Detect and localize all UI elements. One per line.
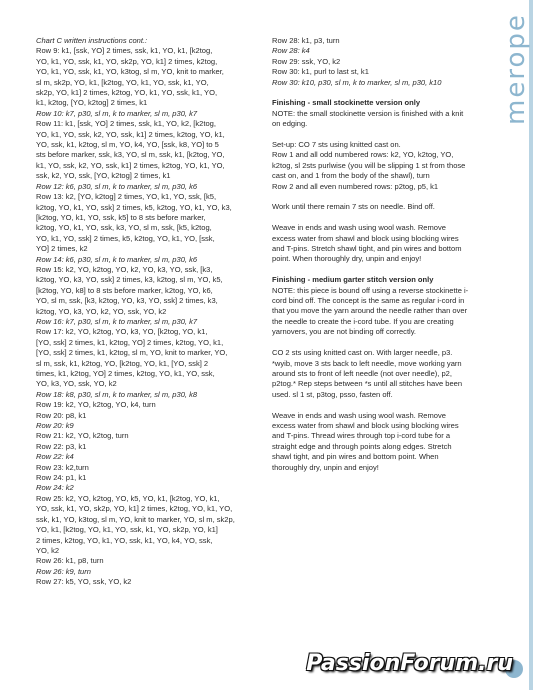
text-line: sts before marker, ssk, k3, YO, sl m, ssk, k1, [k2tog, YO,: [36, 150, 225, 160]
text-line: Finishing - small stockinette version only: [272, 98, 421, 108]
text-line: Weave in ends and wash using wool wash. Remove: [272, 223, 446, 233]
text-line: *wyib, move 3 sts back to left needle, move working yarn: [272, 358, 462, 368]
text-line: that you move the yarn around the needle rather than over: [272, 306, 468, 316]
text-line: Row 2 and all even numbered rows: p2tog, p5, k1: [272, 181, 439, 191]
text-line: Row 16: k7, p30, sl m, k to marker, sl m, p30, k7: [36, 316, 198, 326]
text-line: Row 30: k10, p30, sl m, k to marker, sl m, p30, k10: [272, 77, 442, 87]
text-line: straight edge and through points along edges. Stretch: [272, 441, 452, 451]
right-lines: [272, 36, 500, 473]
text-line: YO, ssk, k1, YO, sk2p, YO, k1] 2 times, k2tog, YO, k1, YO,: [36, 504, 233, 514]
watermark: PassionForum.ru: [306, 651, 513, 676]
text-line: [k2tog, YO, k8] to 8 sts before marker, k2tog, YO, k6,: [36, 285, 213, 295]
text-line: excess water from shawl and block using blocking wires: [272, 233, 459, 243]
paragraph-gap: [272, 400, 500, 410]
text-line: Row 22: p3, k1: [36, 441, 87, 451]
text-line: thoroughly dry, unpin and enjoy!: [272, 462, 379, 472]
text-line: sl m, ssk, k1, k2tog, YO, [k2tog, YO, k1, [YO, ssk] 2: [36, 358, 209, 368]
text-line: Work until there remain 7 sts on needle. Bind off.: [272, 202, 435, 212]
text-line: YO, k3, YO, ssk, YO, k2: [36, 379, 117, 389]
text-line: ssk, k2, YO, ssk, [YO, k2tog] 2 times, k1: [36, 171, 171, 181]
text-line: Finishing - medium garter stitch version only: [272, 275, 434, 285]
text-line: Row 29: ssk, YO, k2: [272, 56, 341, 66]
text-line: yarnovers, you are not binding off correctly.: [272, 327, 417, 337]
text-line: k1, k2tog, [YO, k2tog] 2 times, k1: [36, 98, 148, 108]
text-line: YO, k1, [k2tog, YO, k1, YO, ssk, k1, YO, sk2p, YO, k1]: [36, 525, 218, 535]
text-line: Row 21: k2, YO, k2tog, turn: [36, 431, 129, 441]
text-line: YO, sl m, ssk, [k3, k2tog, YO, k3, YO, ssk] 2 times, k3,: [36, 296, 218, 306]
text-line: point. When thoroughly dry, unpin and enjoy!: [272, 254, 422, 264]
left-column: [36, 36, 264, 588]
text-line: Row 18: k8, p30, sl m, k to marker, sl m, p30, k8: [36, 389, 198, 399]
text-line: Row 10: k7, p30, sl m, k to marker, sl m, p30, k7: [36, 108, 198, 118]
text-line: and T-pins. Thread wires through top i-cord tube for a: [272, 431, 451, 441]
text-line: sk2p, YO, k1] 2 times, k2tog, YO, k1, YO, ssk, k1, YO,: [36, 88, 218, 98]
text-line: Row 23: k2,turn: [36, 462, 89, 472]
text-line: Row 14: k6, p30, sl m, k to marker, sl m, p30, k6: [36, 254, 198, 264]
text-line: Row 26: k9, turn: [36, 566, 91, 576]
text-line: [YO, ssk] 2 times, k1, k2tog, YO] 2 times, k2tog, YO, k1,: [36, 337, 224, 347]
brand-title: merope: [501, 13, 531, 125]
text-line: ssk, k1, YO, k3tog, sl m, YO, knit to marker, YO, sl m, sk2p,: [36, 514, 235, 524]
text-line: Set-up: CO 7 sts using knitted cast on.: [272, 140, 401, 150]
text-line: YO, ssk, k1, k2tog, sl m, YO, k4, YO, [ssk, k8, YO] to 5: [36, 140, 219, 150]
text-line: YO, k1, YO, ssk, k2, YO, ssk, k1] 2 times, k2tog, YO, k1,: [36, 129, 225, 139]
text-line: Row 22: k4: [36, 452, 74, 462]
text-line: Row 11: k1, [ssk, YO] 2 times, ssk, k1, YO, k2, [k2tog,: [36, 119, 216, 129]
paragraph-gap: [272, 265, 500, 275]
text-line: NOTE: the small stockinette version is finished with a knit: [272, 108, 464, 118]
paragraph-gap: [272, 213, 500, 223]
text-line: k2tog, YO, k3, YO, ssk] 2 times, k3, k2tog, sl m, YO, k5,: [36, 275, 223, 285]
section-heading: Chart C written instructions cont.:: [36, 36, 148, 45]
text-line: cast on, and 1 from the body of the shawl), turn: [272, 171, 430, 181]
text-line: times, k1, k2tog, YO] 2 times, k2tog, YO, k1, YO, ssk,: [36, 369, 215, 378]
text-line: Row 24: p1, k1: [36, 473, 87, 483]
text-line: Row 26: k1, p8, turn: [36, 556, 104, 566]
text-line: [YO, ssk] 2 times, k1, k2tog, sl m, YO, knit to marker, YO,: [36, 348, 228, 358]
text-line: excess water from shawl and block using blocking wires: [272, 420, 459, 430]
text-line: CO 2 sts using knitted cast on. With larger needle, p3.: [272, 348, 453, 358]
text-line: NOTE: this piece is bound off using a reverse stockinette i-: [272, 285, 469, 295]
text-line: Row 13: k2, [YO, k2tog] 2 times, YO, k1, YO, ssk, [k5,: [36, 192, 217, 202]
right-column: [272, 36, 500, 473]
text-line: shawl tight, and pin wires and bottom point. When: [272, 452, 439, 462]
text-line: and T-pins. Stretch shawl tight, and pin wires and bottom: [272, 244, 462, 254]
paragraph-gap: [272, 192, 500, 202]
text-line: Row 27: k5, YO, ssk, YO, k2: [36, 577, 132, 587]
text-line: Row 12: k6, p30, sl m, k to marker, sl m, p30, k6: [36, 181, 198, 191]
text-line: Weave in ends and wash using wool wash. Remove: [272, 410, 446, 420]
text-line: Row 20: k9: [36, 421, 74, 431]
text-line: Row 25: k2, YO, k2tog, YO, k5, YO, k1, [k2tog, YO, k1,: [36, 493, 220, 503]
text-line: Row 19: k2, YO, k2tog, YO, k4, turn: [36, 400, 156, 410]
paragraph-gap: [272, 130, 500, 140]
paragraph-gap: [272, 88, 500, 98]
text-line: used. sl 1 st, p3tog, psso, fasten off.: [272, 389, 393, 399]
text-line: Row 15: k2, YO, k2tog, YO, k2, YO, k3, YO, ssk, [k3,: [36, 264, 213, 274]
brand-mark: [501, 10, 531, 130]
text-line: Row 28: k1, p3, turn: [272, 36, 340, 45]
text-line: k1, YO, ssk, k2, YO, ssk, k1] 2 times, k2tog, YO, k1, YO,: [36, 160, 225, 170]
text-line: Row 30: k1, purl to last st, k1: [272, 67, 369, 77]
text-line: YO] 2 times, k2: [36, 244, 88, 254]
text-line: Row 20: p8, k1: [36, 410, 87, 420]
paragraph-gap: [272, 338, 500, 348]
left-lines: [36, 46, 264, 587]
text-line: Row 9: k1, [ssk, YO] 2 times, ssk, k1, YO, k1, [k2tog,: [36, 46, 213, 56]
text-line: Row 1 and all odd numbered rows: k2, YO, k2tog, YO,: [272, 150, 454, 160]
text-line: sl m, sk2p, YO, k1, [k2tog, YO, k1, YO, ssk, k1, YO,: [36, 77, 209, 87]
text-line: YO, k1, YO, ssk, k1, YO, sk2p, YO, k1] 2 times, k2tog,: [36, 56, 218, 66]
text-line: k2tog, sl 2sts purlwise (you will be slipping 1 st from those: [272, 160, 466, 170]
text-line: cord bind off. The concept is the same as regular i-cord in: [272, 296, 465, 306]
text-line: around sts to front of left needle (not over needle), p2,: [272, 368, 452, 378]
text-line: Row 24: k2: [36, 483, 74, 493]
text-line: Row 28: k4: [272, 46, 310, 56]
text-line: on edging.: [272, 119, 308, 129]
text-line: YO, k2: [36, 545, 60, 555]
text-line: k2tog, YO, k1, YO, ssk, k3, YO, sl m, ssk, [k5, k2tog,: [36, 223, 212, 233]
text-line: k2tog, YO, k3, YO, k2, YO, ssk, YO, k2: [36, 306, 167, 316]
text-line: Row 17: k2, YO, k2tog, YO, k3, YO, [k2tog, YO, k1,: [36, 327, 208, 337]
text-line: YO, k1, YO, ssk] 2 times, k5, k2tog, YO, k1, YO, [ssk,: [36, 233, 215, 243]
text-line: p2tog.* Rep steps between *s until all stitches have been: [272, 379, 463, 389]
text-line: [k2tog, YO, k1, YO, ssk, k5] to 8 sts before marker,: [36, 212, 206, 222]
text-line: the needle to create the i-cord tube. If you are creating: [272, 316, 454, 326]
text-line: YO, k1, YO, ssk, k1, YO, k3tog, sl m, YO, knit to marker,: [36, 67, 224, 77]
text-line: k2tog, YO, k1, YO, ssk] 2 times, k5, k2tog, YO, k1, YO, k3,: [36, 202, 232, 212]
text-line: 2 times, k2tog, YO, k1, YO, ssk, k1, YO, k4, YO, ssk,: [36, 535, 213, 545]
